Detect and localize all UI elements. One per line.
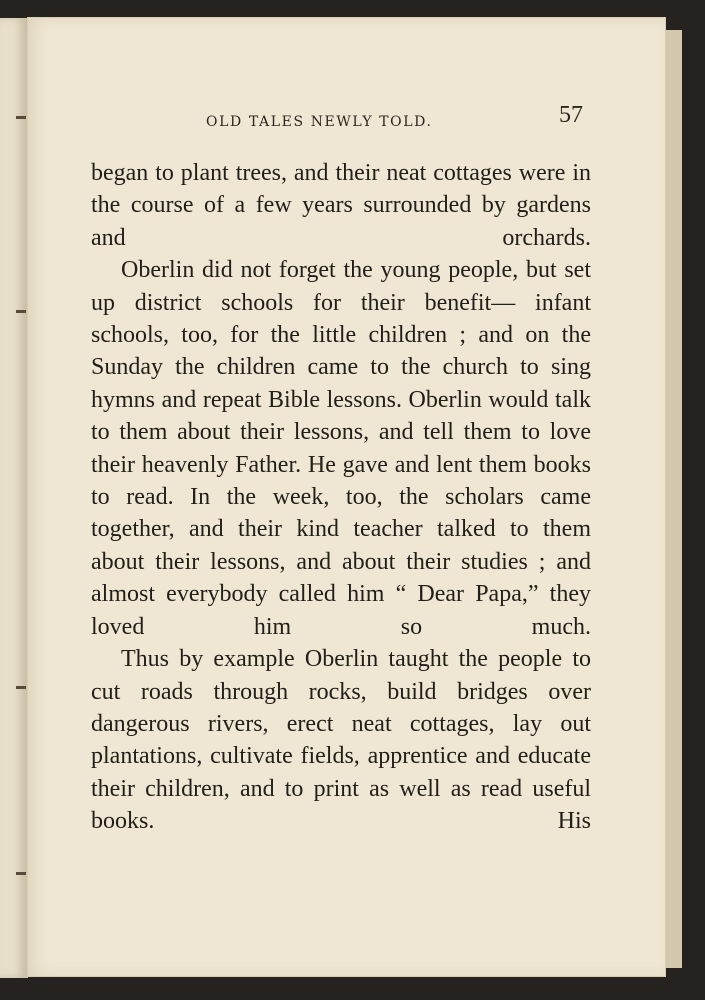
margin-mark — [16, 872, 26, 875]
body-text — [91, 157, 591, 838]
paragraph: began to plant trees, and their neat cottages were in the course of a few years surrounded by gardens and orchards. — [91, 160, 591, 251]
margin-mark — [16, 310, 26, 313]
paragraph: Oberlin did not forget the young people, but set up district schools for their benefit— infant schools, too, for the little children ; and on the Sunday the children came to the church to sing hymns and repeat Bible lessons. Oberlin would talk to them about their lessons, and tell them to love their heavenly Father. He gave and lent them books to read. In the week, too, the scholars came together, and their kind teacher talked to them about their lessons, and about their studies ; and almost everybody called him “ Dear Papa,” they loved him so much. — [91, 257, 591, 640]
running-title: OLD TALES NEWLY TOLD. — [206, 114, 433, 130]
paragraph: Thus by example Oberlin taught the people to cut roads through rocks, build bridges over dangerous rivers, erect neat cottages, lay out plantations, cultivate fields, apprentice and educate their children, and to print as well as read useful books. His — [91, 646, 591, 835]
margin-mark — [16, 116, 26, 119]
page-number: 57 — [559, 102, 583, 128]
left-page-edge — [0, 18, 28, 978]
running-head — [176, 96, 591, 136]
page-stack-edge — [665, 30, 682, 968]
margin-mark — [16, 686, 26, 689]
